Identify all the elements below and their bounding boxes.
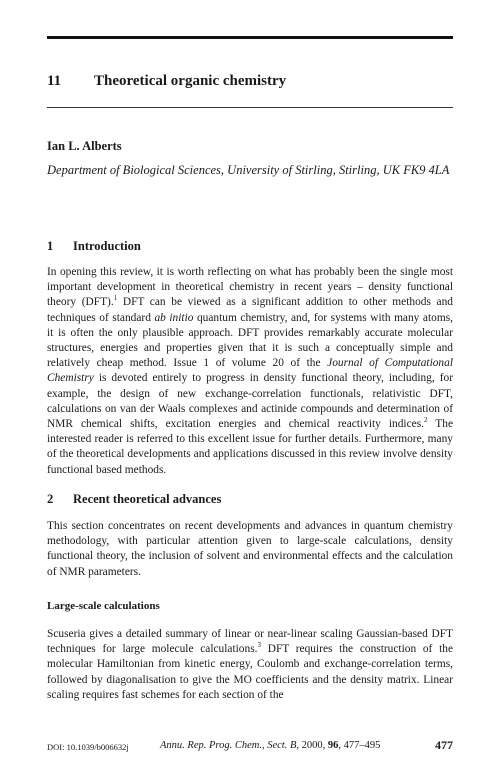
- section-number: 2: [47, 492, 54, 506]
- text-run: quantum chemistry, and, for systems with many atoms, it is often the only plausible approach. DFT provides remarkably accurate molecular structures, energies and properties given that it is such a conceptually simple and relatively cheap method. Issue 1 of volume 20 of the: [47, 311, 453, 370]
- journal-name: Journal of Computational Chemistry: [47, 357, 453, 385]
- text-run: Scuseria gives a detailed summary of linear or near-linear scaling Gaussian-based DFT techniques for large molecule calculations.: [47, 628, 453, 656]
- chapter-rule: [47, 107, 453, 108]
- text-run: In opening this review, it is worth reflecting on what has probably been the single most important development in theoretical chemistry in recent years – density functional theory (DFT).: [47, 266, 453, 309]
- reference-1: 1: [113, 294, 118, 303]
- citation-year: , 2000,: [296, 740, 328, 751]
- page-number: 477: [435, 738, 453, 752]
- subsection-heading-large-scale: Large-scale calculations: [47, 600, 160, 612]
- doi: DOI: 10.1039/b006632j: [47, 742, 129, 752]
- intro-paragraph: [47, 265, 453, 478]
- ab-initio-term: ab initio: [154, 311, 194, 324]
- reference-3: 3: [257, 641, 261, 650]
- chapter-title: Theoretical organic chemistry: [94, 73, 287, 89]
- citation-pages: , 477–495: [338, 740, 381, 751]
- text-run: is devoted entirely to progress in density functional theory, including, for example, the design of new exchange-correlation functionals, relativistic DFT, calculations on van der Waals complexes and actinide compounds and determination of NMR chemical shifts, excitation energies and chemical reactivity indices.: [47, 372, 453, 431]
- citation-volume: 96: [327, 740, 339, 751]
- author-name: Ian L. Alberts: [47, 139, 122, 153]
- section2-paragraph: This section concentrates on recent developments and advances in quantum chemistry methodology, with particular attention given to large-scale calculations, density functional theory, the inclusion of solvent and environmental effects and the calculation of NMR parameters.: [47, 520, 453, 578]
- chapter-heading: [47, 73, 286, 90]
- reference-2: 2: [423, 416, 428, 425]
- section-number: 1: [47, 239, 54, 253]
- top-rule: [47, 36, 453, 39]
- section-title: Recent theoretical advances: [73, 492, 222, 506]
- text-run: DFT requires the construction of the molecular Hamiltonian from kinetic energy, Coulomb and exchange-correlation terms, followed by diagonalisation to give the MO coefficients and the density matrix. Linear scaling requires fast schemes for each section of the: [47, 643, 454, 701]
- section-heading-introduction: [47, 239, 141, 254]
- section-heading-recent-advances: [47, 492, 221, 507]
- chapter-number: 11: [47, 73, 62, 89]
- text-run: The interested reader is referred to this excellent issue for further details. Furthermore, many of the theoretical developments and applications discussed in this review involve density functional based methods.: [47, 418, 453, 476]
- author-affiliation: Department of Biological Sciences, University of Stirling, Stirling, UK FK9 4LA: [47, 163, 450, 177]
- section-title: Introduction: [73, 239, 141, 253]
- text-run: DFT can be viewed as a significant addition to other methods and techniques of standard: [47, 296, 453, 324]
- large-scale-paragraph: [47, 627, 453, 703]
- citation-journal: Annu. Rep. Prog. Chem., Sect. B: [160, 740, 297, 751]
- citation: [160, 740, 380, 751]
